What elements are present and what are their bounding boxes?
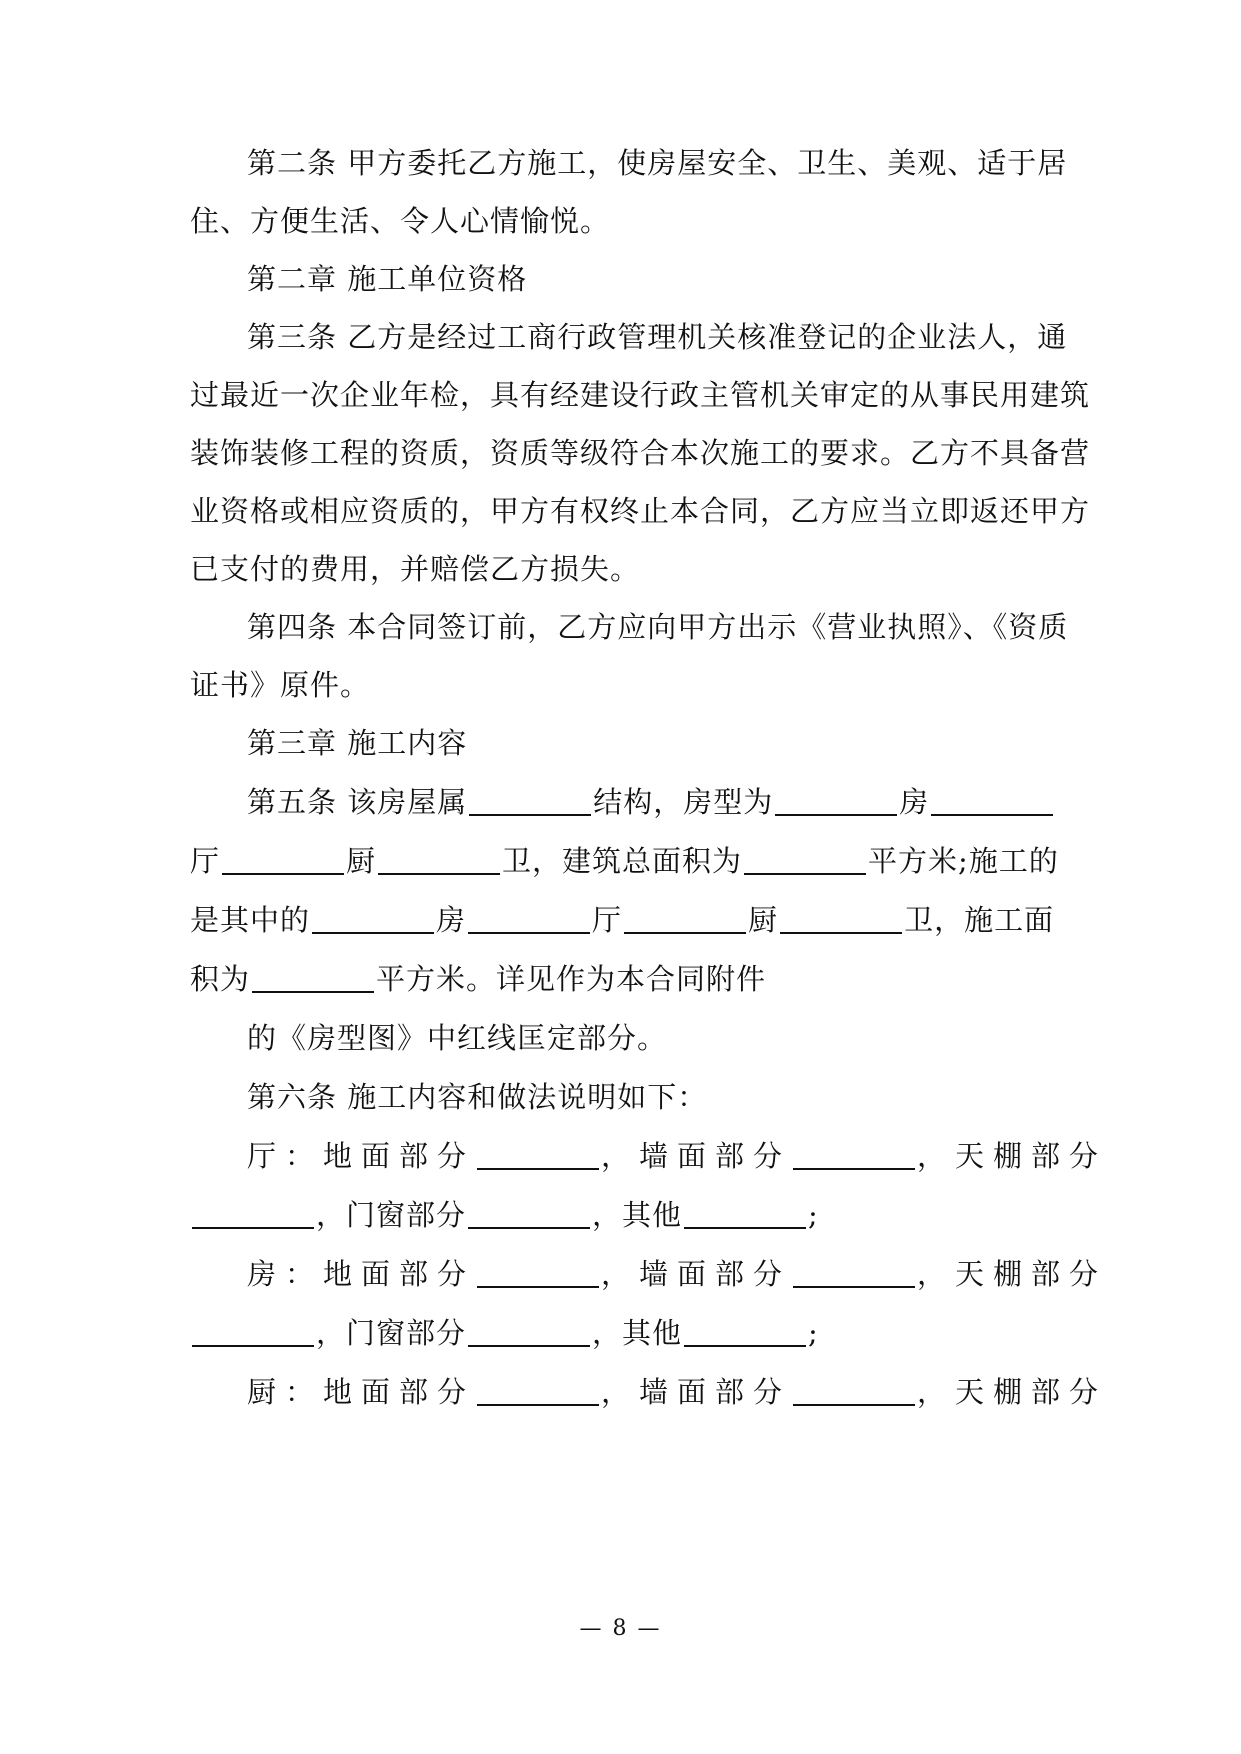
hall-ceiling-label: ，天棚部分 xyxy=(917,1139,1108,1173)
page-number: — 8 — xyxy=(579,1616,662,1641)
article-3-line-4: 业资格或相应资质的，甲方有权终止本合同，乙方应当立即返还甲方 xyxy=(190,494,1091,528)
article-5-text: 厨 xyxy=(346,844,377,878)
hall-door-blank[interactable] xyxy=(468,1201,590,1229)
article-3-line-2: 过最近一次企业年检，具有经建设行政主管机关审定的从事民用建筑 xyxy=(190,378,1091,412)
article-5-text: 第五条 该房屋属 xyxy=(247,785,468,819)
hall-floor-label: 厅：地面部分 xyxy=(247,1139,476,1173)
room-door-blank[interactable] xyxy=(468,1319,590,1347)
article-6-heading: 第六条 施工内容和做法说明如下： xyxy=(247,1080,708,1114)
article-5-text: 平方米;施工的 xyxy=(868,844,1059,878)
article-5-line-4 xyxy=(190,959,1070,999)
hall-wall-blank[interactable] xyxy=(793,1142,915,1170)
article-3-line-3: 装饰装修工程的资质，资质等级符合本次施工的要求。乙方不具备营 xyxy=(190,436,1091,470)
article-5-text: 房 xyxy=(436,903,467,937)
room-floor-blank[interactable] xyxy=(477,1260,599,1288)
article-5-text: 结构，房型为 xyxy=(593,785,774,819)
kitchen-wall-label: ，墙面部分 xyxy=(601,1375,792,1409)
work-halls-blank[interactable] xyxy=(468,906,590,934)
room-ceiling-label: ，天棚部分 xyxy=(917,1257,1108,1291)
halls-count-blank[interactable] xyxy=(931,788,1053,816)
article-5-text: 平方米。详见作为本合同附件 xyxy=(376,962,767,996)
article-5-text: 是其中的 xyxy=(190,903,311,937)
hall-ceiling-blank[interactable] xyxy=(192,1201,314,1229)
article-3-line-1: 第三条 乙方是经过工商行政管理机关核准登记的企业法人，通 xyxy=(247,320,1068,354)
structure-blank[interactable] xyxy=(469,788,591,816)
hall-line-2 xyxy=(190,1195,1070,1235)
room-line-1 xyxy=(247,1254,1108,1294)
article-5-line-5: 的《房型图》中红线匡定部分。 xyxy=(247,1021,668,1055)
kitchen-ceiling-label: ，天棚部分 xyxy=(917,1375,1108,1409)
room-wall-blank[interactable] xyxy=(793,1260,915,1288)
total-area-blank[interactable] xyxy=(744,847,866,875)
hall-other-blank[interactable] xyxy=(684,1201,806,1229)
kitchen-line-1 xyxy=(247,1372,1108,1412)
article-5-text: 厅 xyxy=(592,903,623,937)
article-5-text: 厅 xyxy=(190,844,221,878)
article-4-line-1: 第四条 本合同签订前，乙方应向甲方出示《营业执照》、《资质 xyxy=(247,610,1069,644)
bathrooms-count-blank[interactable] xyxy=(378,847,500,875)
room-end: ; xyxy=(808,1316,819,1350)
hall-line-1 xyxy=(247,1136,1108,1176)
article-5-text: 卫，建筑总面积为 xyxy=(502,844,743,878)
hall-other-label: ，其他 xyxy=(592,1198,683,1232)
rooms-count-blank[interactable] xyxy=(775,788,897,816)
article-2-line-1: 第二条 甲方委托乙方施工，使房屋安全、卫生、美观、适于居 xyxy=(247,146,1068,180)
chapter-3-heading: 第三章 施工内容 xyxy=(247,726,468,760)
article-5-text: 卫，施工面 xyxy=(904,903,1055,937)
room-floor-label: 房：地面部分 xyxy=(247,1257,476,1291)
hall-door-label: ，门窗部分 xyxy=(316,1198,467,1232)
room-other-blank[interactable] xyxy=(684,1319,806,1347)
room-wall-label: ，墙面部分 xyxy=(601,1257,792,1291)
work-area-blank[interactable] xyxy=(252,965,374,993)
article-5-text: 房 xyxy=(899,785,930,819)
hall-floor-blank[interactable] xyxy=(477,1142,599,1170)
work-rooms-blank[interactable] xyxy=(312,906,434,934)
room-other-label: ，其他 xyxy=(592,1316,683,1350)
chapter-2-heading: 第二章 施工单位资格 xyxy=(247,262,528,296)
article-3-line-5: 已支付的费用，并赔偿乙方损失。 xyxy=(190,552,641,586)
hall-wall-label: ，墙面部分 xyxy=(601,1139,792,1173)
article-2-line-2: 住、方便生活、令人心情愉悦。 xyxy=(190,204,611,238)
kitchen-floor-label: 厨：地面部分 xyxy=(247,1375,476,1409)
kitchens-count-blank[interactable] xyxy=(222,847,344,875)
article-5-line-3 xyxy=(190,900,1070,940)
article-5-text: 厨 xyxy=(748,903,779,937)
room-door-label: ，门窗部分 xyxy=(316,1316,467,1350)
article-4-line-2: 证书》原件。 xyxy=(190,668,371,702)
room-ceiling-blank[interactable] xyxy=(192,1319,314,1347)
article-5-line-1 xyxy=(247,782,1070,822)
kitchen-floor-blank[interactable] xyxy=(477,1378,599,1406)
room-line-2 xyxy=(190,1313,1070,1353)
work-kitchens-blank[interactable] xyxy=(624,906,746,934)
article-5-line-2 xyxy=(190,841,1070,881)
article-5-text: 积为 xyxy=(190,962,251,996)
work-bathrooms-blank[interactable] xyxy=(780,906,902,934)
hall-end: ; xyxy=(808,1198,819,1232)
kitchen-wall-blank[interactable] xyxy=(793,1378,915,1406)
